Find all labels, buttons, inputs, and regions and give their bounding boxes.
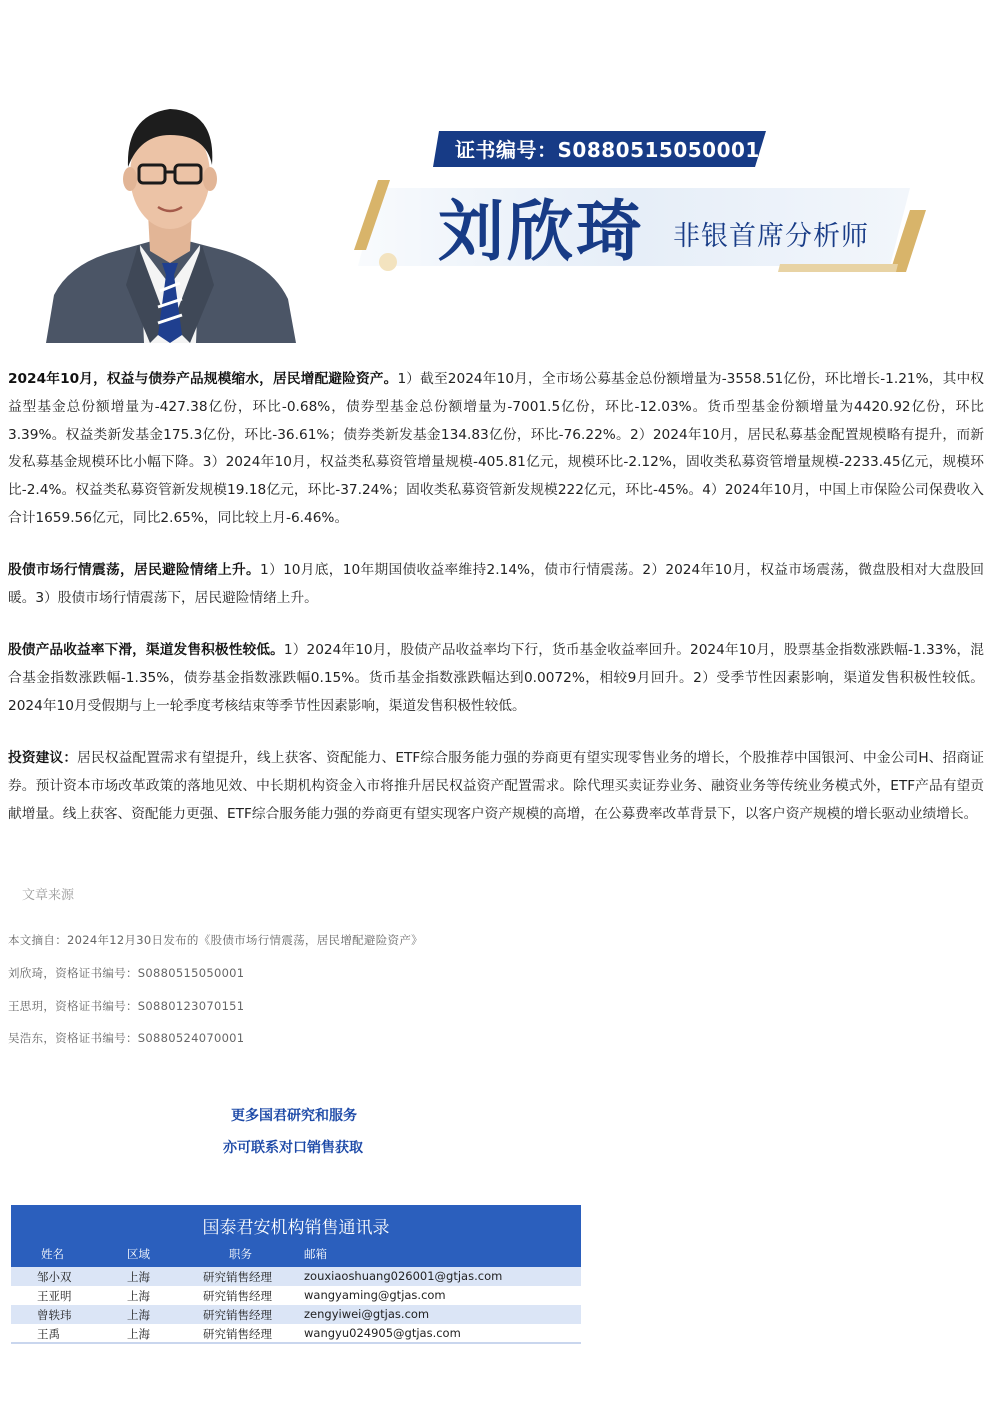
cell-email[interactable]: wangyaming@gtjas.com [304, 1288, 446, 1302]
source-line: 吴浩东，资格证书编号：S0880524070001 [8, 1031, 245, 1045]
paragraph-market [8, 557, 984, 613]
column-header-name: 姓名 [41, 1247, 64, 1261]
paragraph-lead: 股债产品收益率下滑，渠道发售积极性较低。 [8, 642, 284, 658]
analyst-title: 非银首席分析师 [673, 221, 869, 252]
cell-region: 上海 [127, 1270, 150, 1284]
cell-role: 研究销售经理 [203, 1327, 272, 1341]
paragraph-body: 1）截至2024年10月，全市场公募基金总份额增量为-3558.51亿份，环比增长-1.21%，其中权益型基金总份额增量为-427.38亿份，环比-0.68%，债券型基金总份额增量为-7001.5亿份，环比-12.03%。货币型基金份额增量为4420.92亿份，环比3.39%。权益类新发基金175.3亿份，环比-36.61%；债券类新发基金134.83亿份，环比-76.22%。2）2024年10月，居民私募基金配置规模略有提升，而新发私募基金规模环比小幅下降。3）2024年10月，权益类私募资管增量规模-405.81亿元，规模环比-2.12%，固收类私募资管增量规模-2233.45亿元，规模环比-2.4%。权益类私募资管新发规模19.18亿元，环比-37.24%；固收类私募资管新发规模222亿元，环比-45%。4）2024年10月，中国上市保险公司保费收入合计1659.56亿元，同比2.65%，同比较上月-6.46%。 [8, 371, 984, 526]
paragraph-fund-scale [8, 366, 984, 533]
paragraph-returns [8, 637, 984, 720]
source-heading: 文章来源 [22, 888, 75, 903]
sales-contact-table [11, 1205, 581, 1345]
table-row [11, 1286, 581, 1305]
cta-more-research: 更多国君研究和服务 [231, 1108, 357, 1124]
analyst-name: 刘欣琦 [438, 192, 645, 270]
table-row [11, 1324, 581, 1343]
analyst-photo [40, 95, 298, 343]
analyst-banner [0, 0, 992, 345]
column-header-role: 职务 [229, 1247, 252, 1261]
table-row [11, 1305, 581, 1324]
cell-region: 上海 [127, 1289, 150, 1303]
cell-role: 研究销售经理 [203, 1270, 272, 1284]
paragraph-body: 1）10月底，10年期国债收益率维持2.14%，债市行情震荡。2）2024年10月，权益市场震荡，微盘股相对大盘股回暖。3）股债市场行情震荡下，居民避险情绪上升。 [8, 562, 984, 606]
paragraph-lead: 股债市场行情震荡，居民避险情绪上升。 [8, 562, 261, 578]
cell-name: 王亚明 [37, 1289, 72, 1303]
table-title: 国泰君安机构销售通讯录 [202, 1218, 390, 1238]
cell-region: 上海 [127, 1327, 150, 1341]
table-row [11, 1267, 581, 1286]
cell-email[interactable]: zouxiaoshuang026001@gtjas.com [304, 1269, 503, 1283]
cell-name: 曾轶玮 [37, 1308, 72, 1322]
cell-email[interactable]: zengyiwei@gtjas.com [304, 1307, 430, 1321]
source-line: 王思玥，资格证书编号：S0880123070151 [8, 999, 245, 1013]
cell-name: 邹小双 [37, 1270, 72, 1284]
cell-region: 上海 [127, 1308, 150, 1322]
paragraph-investment-advice [8, 745, 984, 828]
table-bottom-rule [11, 1342, 581, 1344]
table-header [11, 1205, 581, 1267]
paragraph-body: 1）2024年10月，股债产品收益率均下行，货币基金收益率回升。2024年10月，股票基金指数涨跌幅-1.33%，混合基金指数涨跌幅-1.35%，债券基金指数涨跌幅0.15%。货币基金指数涨跌幅达到0.0072%，相较9月回升。2）受季节性因素影响，渠道发售积极性较低。2024年10月受假期与上一轮季度考核结束等季节性因素影响，渠道发售积极性较低。 [8, 642, 984, 714]
column-header-region: 区域 [127, 1247, 150, 1261]
source-line: 刘欣琦，资格证书编号：S0880515050001 [8, 966, 245, 980]
column-header-email: 邮箱 [304, 1247, 327, 1261]
cell-role: 研究销售经理 [203, 1289, 272, 1303]
certificate-number: 证书编号：S0880515050001 [455, 138, 760, 162]
paragraph-lead: 2024年10月，权益与债券产品规模缩水，居民增配避险资产。 [8, 371, 398, 387]
cell-role: 研究销售经理 [203, 1308, 272, 1322]
cell-name: 王禹 [37, 1327, 60, 1341]
source-line: 本文摘自：2024年12月30日发布的《股债市场行情震荡，居民增配避险资产》 [8, 933, 423, 947]
paragraph-lead: 投资建议： [8, 750, 78, 766]
paragraph-body: 居民权益配置需求有望提升，线上获客、资配能力、ETF综合服务能力强的券商更有望实现零售业务的增长，个股推荐中国银河、中金公司H、招商证券。预计资本市场改革政策的落地见效、中长期机构资金入市将推升居民权益资产配置需求。除代理买卖证券业务、融资业务等传统业务模式外，ETF产品有望贡献增量。线上获客、资配能力更强、ETF综合服务能力强的券商更有望实现客户资产规模的高增，在公募费率改革背景下，以客户资产规模的增长驱动业绩增长。 [8, 750, 984, 822]
cell-email[interactable]: wangyu024905@gtjas.com [304, 1326, 461, 1340]
cta-contact-sales: 亦可联系对口销售获取 [223, 1140, 363, 1156]
